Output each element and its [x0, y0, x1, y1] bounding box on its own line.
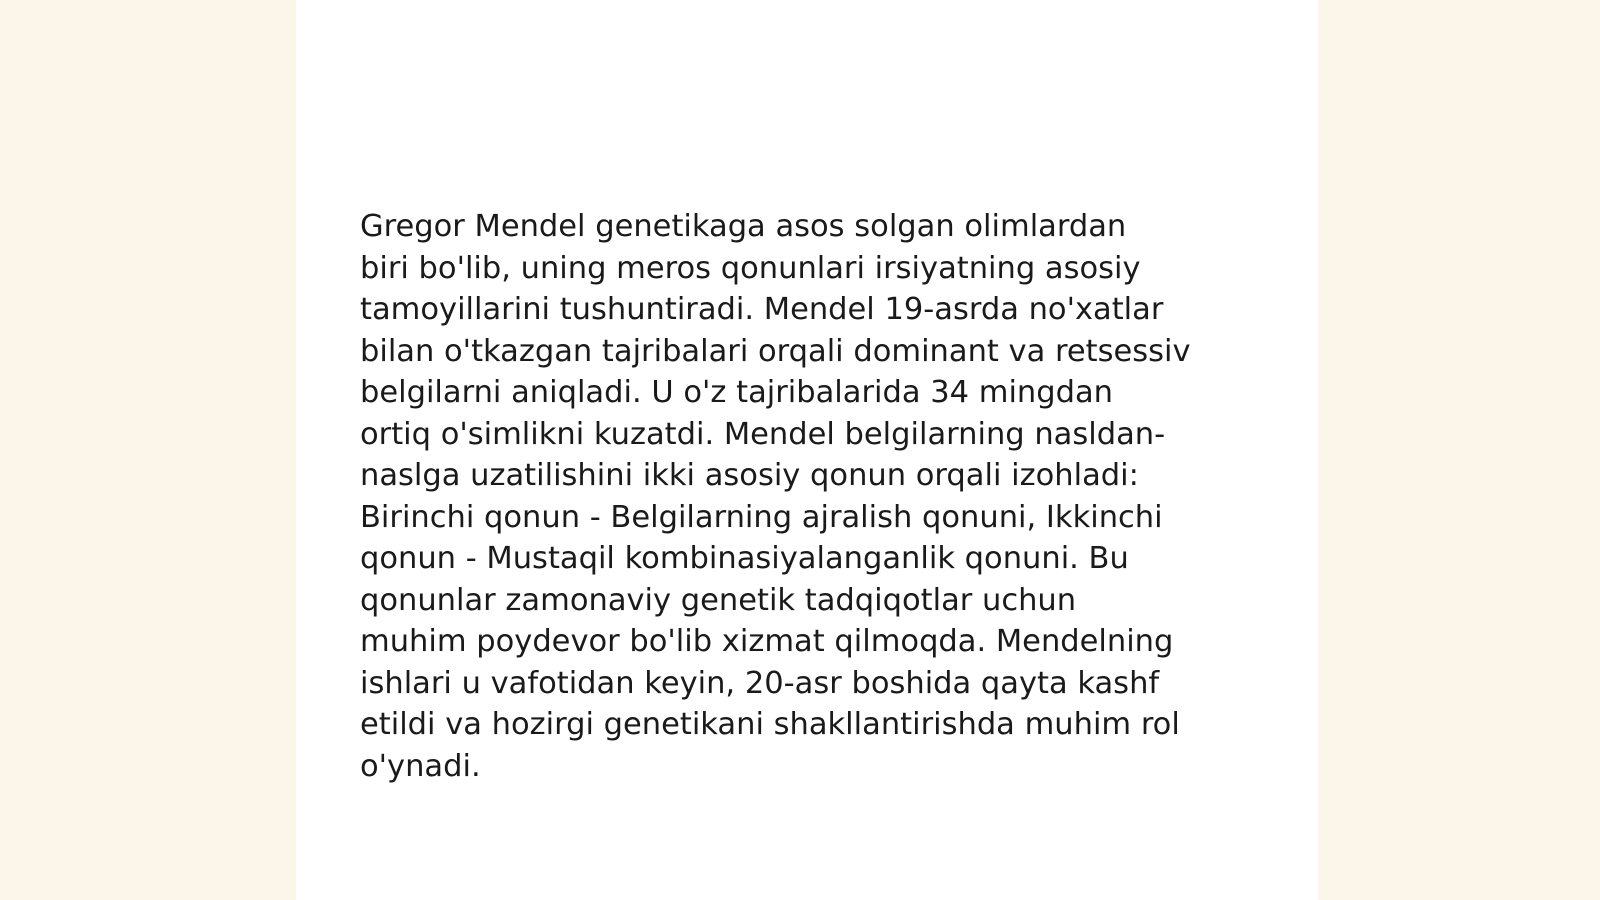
paragraph-line: qonunlar zamonaviy genetik tadqiqotlar uchun: [360, 582, 1077, 618]
paragraph-line: Gregor Mendel genetikaga asos solgan olimlardan: [360, 209, 1127, 244]
paragraph-line: o'ynadi.: [360, 748, 481, 784]
paragraph-line: bilan o'tkazgan tajribalari orqali dominant va retsessiv: [360, 333, 1191, 369]
paragraph-line: biri bo'lib, uning meros qonunlari irsiyatning asosiy: [360, 250, 1141, 286]
paragraph-line: Birinchi qonun - Belgilarning ajralish qonuni, Ikkinchi: [360, 499, 1163, 535]
document-page: [296, 0, 1318, 900]
paragraph-line: belgilarni aniqladi. U o'z tajribalarida 34 mingdan: [360, 375, 1113, 410]
paragraph-line: tamoyillarini tushuntiradi. Mendel 19-asrda no'xatlar: [360, 292, 1164, 327]
paragraph-line: ortiq o'simlikni kuzatdi. Mendel belgilarning nasldan-: [360, 416, 1166, 452]
paragraph-line: qonun - Mustaqil kombinasiyalanganlik qonuni. Bu: [360, 541, 1129, 576]
paragraph-line: ishlari u vafotidan keyin, 20-asr boshida qayta kashf: [360, 665, 1160, 701]
paragraph-line: etildi va hozirgi genetikani shakllantirishda muhim rol: [360, 707, 1180, 742]
body-paragraph: [360, 206, 1260, 787]
paragraph-line: muhim poydevor bo'lib xizmat qilmoqda. Mendelning: [360, 624, 1174, 659]
paragraph-line: naslga uzatilishini ikki asosiy qonun orqali izohladi:: [360, 458, 1139, 493]
